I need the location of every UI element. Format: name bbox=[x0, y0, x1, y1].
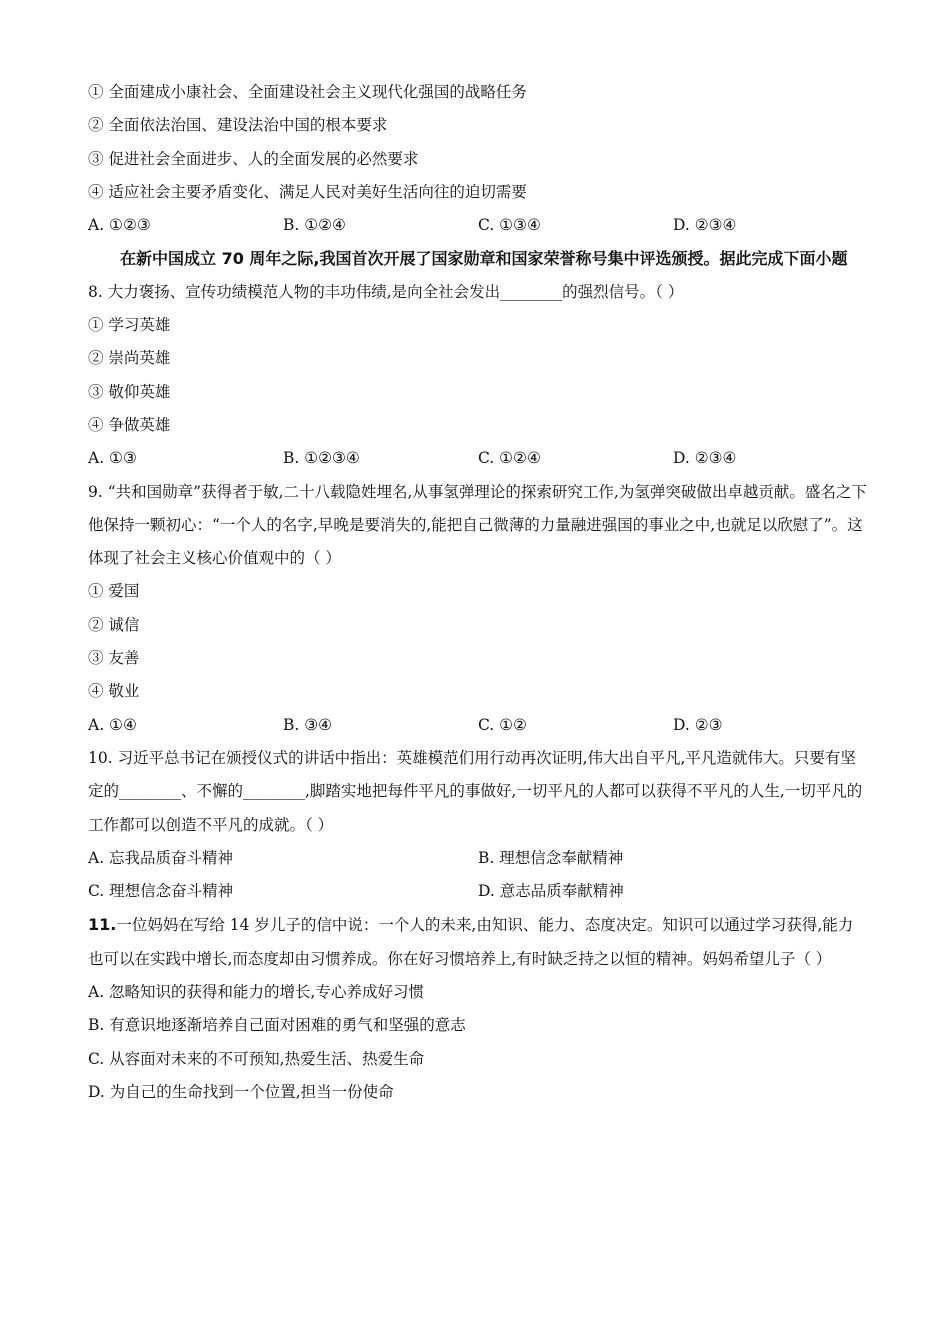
q8-item-1: ① 学习英雄 bbox=[88, 316, 171, 335]
exam-page bbox=[88, 76, 868, 1109]
q8-option-a: A. ①③ bbox=[88, 449, 137, 468]
q7-option-b: B. ①②④ bbox=[283, 216, 346, 235]
q9-option-b: B. ③④ bbox=[283, 715, 333, 734]
q10-options-row-1 bbox=[88, 842, 868, 875]
q10-option-c: C. 理想信念奋斗精神 bbox=[88, 882, 234, 901]
q11-option-c: C. 从容面对未来的不可预知,热爱生活、热爱生命 bbox=[88, 1049, 425, 1068]
q9-option-d: D. ②③ bbox=[673, 715, 723, 734]
q8-options bbox=[88, 442, 868, 475]
q11-stem-block bbox=[88, 908, 868, 976]
q7-option-a: A. ①②③ bbox=[88, 216, 151, 235]
q11-option-a: A. 忽略知识的获得和能力的增长,专心养成好习惯 bbox=[88, 983, 424, 1002]
q7-item-4: ④ 适应社会主要矛盾变化、满足人民对美好生活向往的迫切需要 bbox=[88, 182, 527, 201]
q9-item-2: ② 诚信 bbox=[88, 615, 140, 634]
q8-option-d: D. ②③④ bbox=[673, 449, 737, 468]
q10-options-row-2 bbox=[88, 875, 868, 908]
q8-item-4: ④ 争做英雄 bbox=[88, 415, 171, 434]
q10-stem: 10. 习近平总书记在颁授仪式的讲话中指出：英雄模范们用行动再次证明,伟大出自平凡,平凡造就伟大。只要有坚定的________、不懈的________,脚踏实地把每件平凡的事做好,一切平凡的人都可以获得不平凡的人生,一切平凡的工作都可以创造不平凡的成就。（ ） bbox=[88, 748, 863, 834]
q9-option-a: A. ①④ bbox=[88, 715, 137, 734]
q8-item-3: ③ 敬仰英雄 bbox=[88, 382, 171, 401]
q11-stem: 一位妈妈在写给 14 岁儿子的信中说：一个人的未来,由知识、能力、态度决定。知识可以通过学习获得,能力也可以在实践中增长,而态度却由习惯养成。你在好习惯培养上,有时缺乏持之以恒的精神。妈妈希望儿子（ ） bbox=[88, 916, 854, 968]
q7-options bbox=[88, 209, 868, 242]
q10-option-a: A. 忘我品质奋斗精神 bbox=[88, 848, 234, 867]
q7-item-2: ② 全面依法治国、建设法治中国的根本要求 bbox=[88, 116, 388, 135]
q10-option-b: B. 理想信念奉献精神 bbox=[478, 848, 624, 867]
q7-option-d: D. ②③④ bbox=[673, 216, 737, 235]
q9-item-1: ① 爱国 bbox=[88, 582, 140, 601]
q11-option-b: B. 有意识地逐渐培养自己面对困难的勇气和坚强的意志 bbox=[88, 1016, 466, 1035]
q9-option-c: C. ①② bbox=[478, 715, 527, 734]
q8-item-2: ② 崇尚英雄 bbox=[88, 349, 171, 368]
q9-item-4: ④ 敬业 bbox=[88, 682, 140, 701]
q9-stem: 9. “共和国勋章”获得者于敏,二十八载隐姓埋名,从事氢弹理论的探索研究工作,为氢弹突破做出卓越贡献。盛名之下他保持一颗初心：“一个人的名字,早晚是要消失的,能把自己微薄的力量融进强国的事业之中,也就足以欣慰了”。这体现了社会主义核心价值观中的（ ） bbox=[88, 482, 867, 568]
q7-option-c: C. ①③④ bbox=[478, 216, 541, 235]
q10-option-d: D. 意志品质奉献精神 bbox=[478, 882, 624, 901]
q7-item-3: ③ 促进社会全面进步、人的全面发展的必然要求 bbox=[88, 149, 419, 168]
q9-item-3: ③ 友善 bbox=[88, 649, 140, 668]
q9-options bbox=[88, 709, 868, 742]
q7-item-1: ① 全面建成小康社会、全面建设社会主义现代化强国的战略任务 bbox=[88, 83, 527, 101]
section-intro: 在新中国成立 70 周年之际,我国首次开展了国家勋章和国家荣誉称号集中评选颁授。据此完成下面小题 bbox=[120, 249, 848, 269]
q8-option-c: C. ①②④ bbox=[478, 449, 541, 468]
q11-option-d: D. 为自己的生命找到一个位置,担当一份使命 bbox=[88, 1082, 394, 1101]
q8-stem: 8. 大力褒扬、宣传功绩模范人物的丰功伟绩,是向全社会发出________的强烈信号。（ ） bbox=[88, 282, 684, 301]
q11-number: 11. bbox=[88, 915, 117, 935]
q8-option-b: B. ①②③④ bbox=[283, 449, 360, 468]
